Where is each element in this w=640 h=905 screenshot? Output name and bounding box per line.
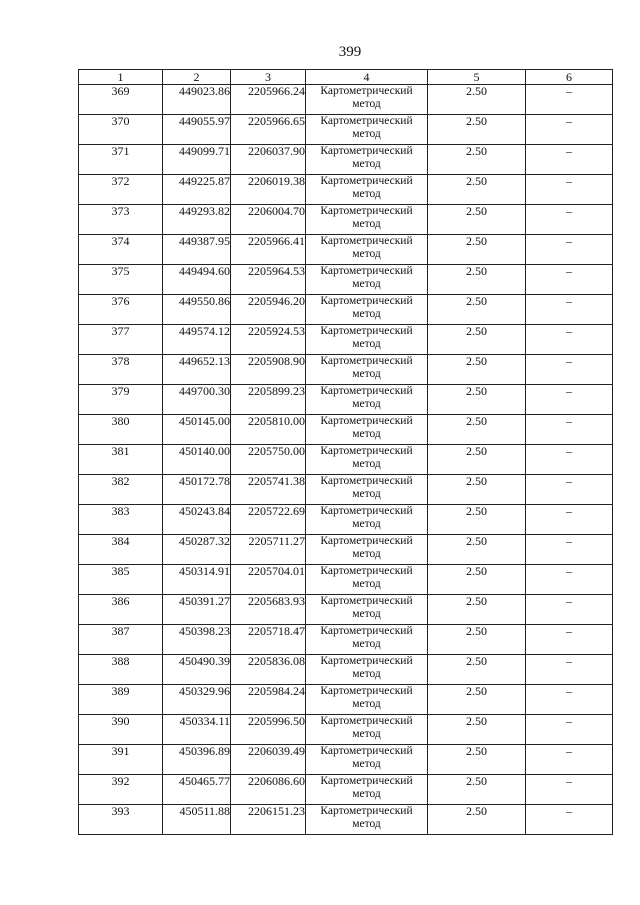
note-cell: –	[526, 355, 613, 385]
note-cell: –	[526, 325, 613, 355]
column-header: 3	[231, 70, 306, 85]
note-cell: –	[526, 85, 613, 115]
accuracy-cell: 2.50	[428, 775, 526, 805]
table-row	[79, 115, 613, 145]
note-cell: –	[526, 115, 613, 145]
x-coordinate-cell: 450398.23	[163, 625, 231, 655]
y-coordinate-cell: 2205810.00	[231, 415, 306, 445]
method-cell: Картометрический метод	[306, 205, 428, 235]
note-cell: –	[526, 145, 613, 175]
point-number-cell: 372	[79, 175, 163, 205]
method-cell: Картометрический метод	[306, 145, 428, 175]
y-coordinate-cell: 2205908.90	[231, 355, 306, 385]
point-number-cell: 393	[79, 805, 163, 835]
x-coordinate-cell: 449700.30	[163, 385, 231, 415]
x-coordinate-cell: 449023.86	[163, 85, 231, 115]
table-row	[79, 85, 613, 115]
method-cell: Картометрический метод	[306, 655, 428, 685]
table-row	[79, 265, 613, 295]
table-row	[79, 445, 613, 475]
method-cell: Картометрический метод	[306, 175, 428, 205]
y-coordinate-cell: 2205711.27	[231, 535, 306, 565]
accuracy-cell: 2.50	[428, 535, 526, 565]
coordinates-table	[78, 69, 613, 835]
method-cell: Картометрический метод	[306, 745, 428, 775]
x-coordinate-cell: 450391.27	[163, 595, 231, 625]
y-coordinate-cell: 2205924.53	[231, 325, 306, 355]
note-cell: –	[526, 475, 613, 505]
note-cell: –	[526, 625, 613, 655]
note-cell: –	[526, 775, 613, 805]
x-coordinate-cell: 449293.82	[163, 205, 231, 235]
y-coordinate-cell: 2206086.60	[231, 775, 306, 805]
accuracy-cell: 2.50	[428, 115, 526, 145]
column-header: 6	[526, 70, 613, 85]
point-number-cell: 392	[79, 775, 163, 805]
accuracy-cell: 2.50	[428, 265, 526, 295]
y-coordinate-cell: 2206037.90	[231, 145, 306, 175]
point-number-cell: 381	[79, 445, 163, 475]
note-cell: –	[526, 505, 613, 535]
x-coordinate-cell: 450140.00	[163, 445, 231, 475]
point-number-cell: 382	[79, 475, 163, 505]
x-coordinate-cell: 449494.60	[163, 265, 231, 295]
x-coordinate-cell: 449652.13	[163, 355, 231, 385]
accuracy-cell: 2.50	[428, 145, 526, 175]
point-number-cell: 384	[79, 535, 163, 565]
y-coordinate-cell: 2205996.50	[231, 715, 306, 745]
point-number-cell: 374	[79, 235, 163, 265]
point-number-cell: 377	[79, 325, 163, 355]
method-cell: Картометрический метод	[306, 85, 428, 115]
table-row	[79, 475, 613, 505]
note-cell: –	[526, 595, 613, 625]
header-row	[79, 70, 613, 85]
method-cell: Картометрический метод	[306, 385, 428, 415]
table-row	[79, 745, 613, 775]
accuracy-cell: 2.50	[428, 355, 526, 385]
y-coordinate-cell: 2205964.53	[231, 265, 306, 295]
y-coordinate-cell: 2206151.23	[231, 805, 306, 835]
table-row	[79, 625, 613, 655]
accuracy-cell: 2.50	[428, 805, 526, 835]
y-coordinate-cell: 2205966.65	[231, 115, 306, 145]
x-coordinate-cell: 449225.87	[163, 175, 231, 205]
method-cell: Картометрический метод	[306, 775, 428, 805]
method-cell: Картометрический метод	[306, 355, 428, 385]
point-number-cell: 391	[79, 745, 163, 775]
table-row	[79, 415, 613, 445]
point-number-cell: 369	[79, 85, 163, 115]
table-row	[79, 595, 613, 625]
x-coordinate-cell: 450465.77	[163, 775, 231, 805]
x-coordinate-cell: 449387.95	[163, 235, 231, 265]
table-row	[79, 775, 613, 805]
x-coordinate-cell: 449574.12	[163, 325, 231, 355]
note-cell: –	[526, 685, 613, 715]
method-cell: Картометрический метод	[306, 265, 428, 295]
point-number-cell: 383	[79, 505, 163, 535]
note-cell: –	[526, 565, 613, 595]
accuracy-cell: 2.50	[428, 595, 526, 625]
accuracy-cell: 2.50	[428, 205, 526, 235]
point-number-cell: 378	[79, 355, 163, 385]
note-cell: –	[526, 655, 613, 685]
table-row	[79, 655, 613, 685]
method-cell: Картометрический метод	[306, 115, 428, 145]
accuracy-cell: 2.50	[428, 625, 526, 655]
method-cell: Картометрический метод	[306, 475, 428, 505]
x-coordinate-cell: 449055.97	[163, 115, 231, 145]
point-number-cell: 389	[79, 685, 163, 715]
table-row	[79, 565, 613, 595]
method-cell: Картометрический метод	[306, 505, 428, 535]
note-cell: –	[526, 295, 613, 325]
method-cell: Картометрический метод	[306, 685, 428, 715]
method-cell: Картометрический метод	[306, 625, 428, 655]
accuracy-cell: 2.50	[428, 325, 526, 355]
method-cell: Картометрический метод	[306, 295, 428, 325]
point-number-cell: 379	[79, 385, 163, 415]
x-coordinate-cell: 449099.71	[163, 145, 231, 175]
note-cell: –	[526, 805, 613, 835]
table-row	[79, 535, 613, 565]
note-cell: –	[526, 175, 613, 205]
note-cell: –	[526, 535, 613, 565]
x-coordinate-cell: 449550.86	[163, 295, 231, 325]
note-cell: –	[526, 445, 613, 475]
note-cell: –	[526, 385, 613, 415]
point-number-cell: 370	[79, 115, 163, 145]
accuracy-cell: 2.50	[428, 685, 526, 715]
x-coordinate-cell: 450396.89	[163, 745, 231, 775]
accuracy-cell: 2.50	[428, 655, 526, 685]
accuracy-cell: 2.50	[428, 85, 526, 115]
x-coordinate-cell: 450287.32	[163, 535, 231, 565]
y-coordinate-cell: 2205704.01	[231, 565, 306, 595]
accuracy-cell: 2.50	[428, 505, 526, 535]
method-cell: Картометрический метод	[306, 595, 428, 625]
x-coordinate-cell: 450243.84	[163, 505, 231, 535]
accuracy-cell: 2.50	[428, 415, 526, 445]
y-coordinate-cell: 2205966.24	[231, 85, 306, 115]
point-number-cell: 371	[79, 145, 163, 175]
accuracy-cell: 2.50	[428, 715, 526, 745]
table-row	[79, 805, 613, 835]
x-coordinate-cell: 450145.00	[163, 415, 231, 445]
note-cell: –	[526, 715, 613, 745]
page-number: 399	[338, 44, 362, 60]
y-coordinate-cell: 2205984.24	[231, 685, 306, 715]
y-coordinate-cell: 2205683.93	[231, 595, 306, 625]
y-coordinate-cell: 2205722.69	[231, 505, 306, 535]
x-coordinate-cell: 450329.96	[163, 685, 231, 715]
x-coordinate-cell: 450490.39	[163, 655, 231, 685]
column-header: 1	[79, 70, 163, 85]
table-row	[79, 385, 613, 415]
accuracy-cell: 2.50	[428, 385, 526, 415]
point-number-cell: 375	[79, 265, 163, 295]
method-cell: Картометрический метод	[306, 325, 428, 355]
point-number-cell: 387	[79, 625, 163, 655]
method-cell: Картометрический метод	[306, 235, 428, 265]
method-cell: Картометрический метод	[306, 445, 428, 475]
table-row	[79, 715, 613, 745]
y-coordinate-cell: 2205836.08	[231, 655, 306, 685]
note-cell: –	[526, 205, 613, 235]
y-coordinate-cell: 2206039.49	[231, 745, 306, 775]
point-number-cell: 385	[79, 565, 163, 595]
point-number-cell: 390	[79, 715, 163, 745]
x-coordinate-cell: 450334.11	[163, 715, 231, 745]
accuracy-cell: 2.50	[428, 175, 526, 205]
method-cell: Картометрический метод	[306, 805, 428, 835]
table-row	[79, 235, 613, 265]
note-cell: –	[526, 745, 613, 775]
method-cell: Картометрический метод	[306, 535, 428, 565]
column-header: 5	[428, 70, 526, 85]
y-coordinate-cell: 2205966.41	[231, 235, 306, 265]
x-coordinate-cell: 450511.88	[163, 805, 231, 835]
accuracy-cell: 2.50	[428, 565, 526, 595]
y-coordinate-cell: 2206004.70	[231, 205, 306, 235]
note-cell: –	[526, 265, 613, 295]
table-row	[79, 355, 613, 385]
note-cell: –	[526, 415, 613, 445]
method-cell: Картометрический метод	[306, 415, 428, 445]
y-coordinate-cell: 2206019.38	[231, 175, 306, 205]
table-row	[79, 145, 613, 175]
y-coordinate-cell: 2205750.00	[231, 445, 306, 475]
accuracy-cell: 2.50	[428, 475, 526, 505]
method-cell: Картометрический метод	[306, 565, 428, 595]
point-number-cell: 380	[79, 415, 163, 445]
y-coordinate-cell: 2205741.38	[231, 475, 306, 505]
point-number-cell: 373	[79, 205, 163, 235]
note-cell: –	[526, 235, 613, 265]
accuracy-cell: 2.50	[428, 235, 526, 265]
point-number-cell: 388	[79, 655, 163, 685]
column-header: 4	[306, 70, 428, 85]
table-row	[79, 175, 613, 205]
table-row	[79, 325, 613, 355]
y-coordinate-cell: 2205718.47	[231, 625, 306, 655]
column-header: 2	[163, 70, 231, 85]
accuracy-cell: 2.50	[428, 445, 526, 475]
accuracy-cell: 2.50	[428, 295, 526, 325]
point-number-cell: 376	[79, 295, 163, 325]
y-coordinate-cell: 2205899.23	[231, 385, 306, 415]
x-coordinate-cell: 450172.78	[163, 475, 231, 505]
y-coordinate-cell: 2205946.20	[231, 295, 306, 325]
x-coordinate-cell: 450314.91	[163, 565, 231, 595]
table-row	[79, 295, 613, 325]
table-row	[79, 205, 613, 235]
point-number-cell: 386	[79, 595, 163, 625]
method-cell: Картометрический метод	[306, 715, 428, 745]
table-row	[79, 685, 613, 715]
accuracy-cell: 2.50	[428, 745, 526, 775]
table-row	[79, 505, 613, 535]
